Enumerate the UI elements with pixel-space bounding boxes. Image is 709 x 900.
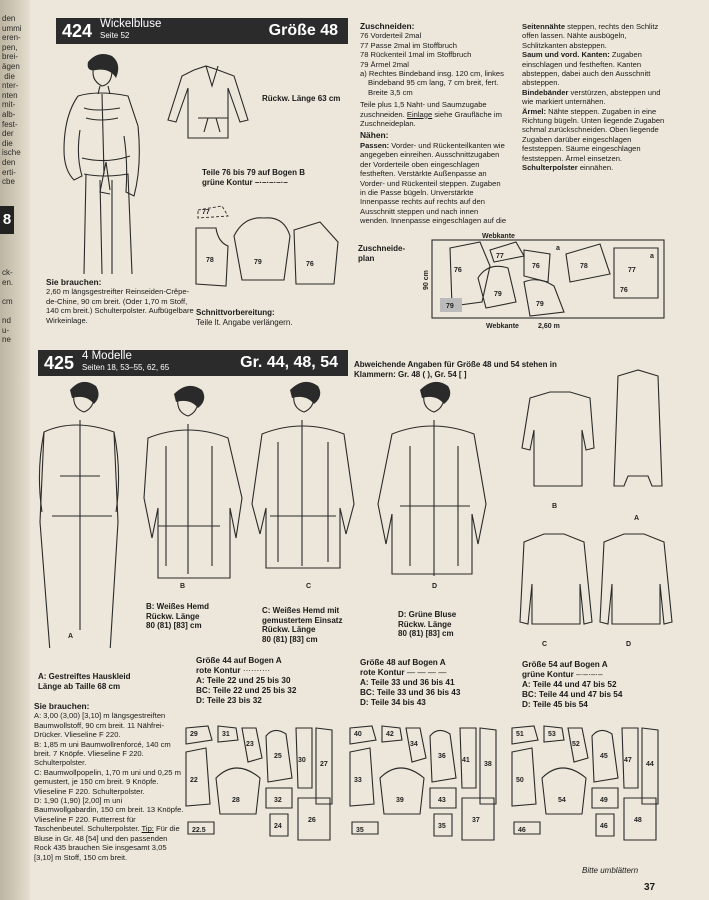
gutter-line: nten <box>2 90 18 100</box>
model-424-flat-sketch <box>164 62 260 142</box>
sewing-step <box>522 22 668 50</box>
sewing-step-text: Nähte steppen. Zugaben in eine Richtung bügeln. Unten liegende Zugaben schmal zurückschneiden. Oben liegende Zugaben darüber eingeschlagen feststeppen. Säume eingeschlagen feststeppen. Ärmel einsetzen. <box>522 106 665 163</box>
plan-piece-label: 77 <box>496 253 504 260</box>
gutter-line: ummi <box>2 23 22 33</box>
caption-model-b <box>146 602 242 631</box>
contour-label: rote Kontur <box>360 668 405 677</box>
gutter-line: die <box>2 71 15 81</box>
pattern-piece <box>216 768 260 814</box>
pattern-piece-label: 38 <box>484 761 492 768</box>
pattern-piece-label: 22.5 <box>192 827 206 834</box>
pattern-piece-label: 23 <box>246 741 254 748</box>
caption-line: Rückw. Länge <box>262 625 316 635</box>
model-424-pattern-pieces <box>194 200 342 296</box>
sewing-step-text: verstürzen, absteppen und wie markiert unternähen. <box>522 87 661 107</box>
size-44-pattern-pieces <box>182 722 342 850</box>
flat-letter-a: A <box>634 515 640 522</box>
sew-body: Vorder- und Rückenteilkanten wie angegeben einreihen. Ausschnittzugaben der Vorderteile oben eingeschlagen festheften. Verstärkte Außenpasse an Vorder- und Rückenteil steppen. Zugaben in die Passe bügeln. Unverstärkte Innenpasse rechts auf rechts auf den Ausschnitt steppen und nach innen wenden. Innenpasse eingeschlagen auf die <box>360 140 507 226</box>
pattern-piece-label: 33 <box>354 777 362 784</box>
gutter-line: eren- <box>2 33 21 43</box>
sheet-note-line: Teile 76 bis 79 auf Bogen B <box>202 168 305 177</box>
plan-piece-label: 76 <box>532 263 540 270</box>
size-54-info <box>522 660 672 710</box>
caption-line: Rückw. Länge <box>398 619 452 629</box>
pattern-piece-label: 45 <box>600 753 608 760</box>
pattern-piece-label: 46 <box>600 823 608 830</box>
plan-selvage: Webkante <box>482 233 515 240</box>
sewing-step-lead: Bindebänder <box>522 87 569 97</box>
gutter-line: en. <box>2 277 14 287</box>
cut-extra-text-2: siehe Graufläche im Zuschneideplan. <box>360 109 502 129</box>
model-size: Gr. 44, 48, 54 <box>240 354 338 371</box>
gutter-marker: 8 <box>0 206 14 234</box>
prep-title: Schnittvorbereitung: <box>196 308 275 317</box>
model-424-prep <box>196 308 346 327</box>
model-pages: Seiten 18, 53–55, 62, 65 <box>82 363 170 372</box>
size-parts-a: A: Teile 44 und 47 bis 52 <box>522 680 617 689</box>
flat-letter-c: C <box>542 641 548 648</box>
size-title: Größe 48 auf Bogen A <box>360 658 446 667</box>
gutter-line <box>2 287 26 297</box>
pattern-piece-label: 47 <box>624 757 632 764</box>
model-424-figure <box>48 48 158 276</box>
figure-a <box>39 382 118 648</box>
caption-line: Rückw. Länge <box>146 611 200 621</box>
needs-title: Sie brauchen: <box>34 702 90 711</box>
pattern-piece-label: 25 <box>274 753 282 760</box>
gutter-line: erti- <box>2 167 16 177</box>
contour-label: grüne Kontur <box>202 177 253 187</box>
pattern-piece-label: 53 <box>548 731 556 738</box>
contour-sample: –·–·–·– <box>576 670 603 679</box>
sewing-step-lead: Seitennähte <box>522 22 566 31</box>
cut-item: 79 Ärmel 2mal <box>360 59 409 69</box>
plan-piece-label: 76 <box>454 267 462 274</box>
sewing-step <box>522 50 668 88</box>
cut-item: 76 Vorderteil 2mal <box>360 31 422 41</box>
gutter-line: die <box>2 138 13 148</box>
caption-line: C: Weißes Hemd mit <box>262 606 340 615</box>
size-contour <box>196 666 346 676</box>
figure-letter-d: D <box>432 583 438 590</box>
model-425-header <box>38 350 348 376</box>
gutter-line: nter- <box>2 81 19 91</box>
page-gutter <box>0 0 30 900</box>
model-424-back-length: Rückw. Länge 63 cm <box>262 94 341 103</box>
piece-label-76: 76 <box>306 261 314 268</box>
model-424-cutting <box>360 22 508 227</box>
gutter-line: mit- <box>2 100 16 110</box>
plan-piece-label: 76 <box>620 287 628 294</box>
gutter-line: u- <box>2 325 10 335</box>
sewing-step-text: Zugaben einschlagen und festheften. Kanten absteppen, dabei auch den Ausschnitt absteppen. <box>522 50 651 88</box>
caption-line: Länge ab Taille 68 cm <box>38 681 121 691</box>
gutter-line: den <box>2 14 16 23</box>
gutter-text-lower <box>2 268 26 345</box>
sew-title: Nähen: <box>360 130 389 141</box>
sheet-note-contour <box>202 178 305 188</box>
pattern-piece-label: 22 <box>190 777 198 784</box>
figure-d <box>378 382 486 576</box>
size-title: Größe 44 auf Bogen A <box>196 656 282 665</box>
needs-model-b: B: 1,85 m uni Baumwollrenforcé, 140 cm breit. 7 Knöpfe. Vlieseline F 220. Schulterpolster. <box>34 739 171 768</box>
pattern-piece <box>542 768 586 814</box>
cut-item: 77 Passe 2mal im Stoffbruch <box>360 40 457 50</box>
contour-sample: — — — — <box>406 668 447 677</box>
contour-sample: ·········· <box>242 666 271 675</box>
model-title: 4 Modelle <box>82 350 132 362</box>
plan-piece-label: 79 <box>446 303 454 310</box>
cut-item: 78 Rückenteil 1mal im Stoffbruch <box>360 50 472 60</box>
piece-label-78: 78 <box>206 257 214 264</box>
needs-model-c: C: Baumwollpopelin, 1,70 m uni und 0,25 m gemustert, je 150 cm breit. 9 Knöpfe. Vlieseline F 220. Schulterpolster. <box>34 767 181 796</box>
plan-width: 2,60 m <box>538 323 560 330</box>
sewing-step-lead: Schulterpolster <box>522 163 578 173</box>
needs-d-text: D: 1,90 (1,90) [2,00] m uni Baumwollgabardin, 150 cm breit. 13 Knöpfe. Vlieseline F 220. Futterrest für Taschenbeutel. Schulterpolster. <box>34 796 184 834</box>
cut-note-a: a) Rechtes Bindeband insg. 120 cm, linkes Bindeband 95 cm lang, 7 cm breit, fert. Breite 3,5 cm <box>360 69 504 97</box>
gutter-line: cm <box>2 296 13 306</box>
model-number: 425 <box>44 353 75 373</box>
model-424-header <box>56 18 348 44</box>
piece-label-79: 79 <box>254 259 262 266</box>
size-parts-bc: BC: Teile 44 und 47 bis 54 <box>522 690 623 699</box>
flat-letter-b: B <box>552 503 558 510</box>
caption-model-a <box>38 672 178 691</box>
pattern-piece-label: 27 <box>320 761 328 768</box>
size-54-pattern-pieces <box>508 722 668 850</box>
size-parts-a: A: Teile 22 und 25 bis 30 <box>196 676 291 685</box>
caption-model-d <box>398 610 494 639</box>
plan-piece-label: 78 <box>580 263 588 270</box>
size-parts-d: D: Teile 45 bis 54 <box>522 700 588 709</box>
model-424-sewing-steps <box>522 22 668 222</box>
gutter-line: fest- <box>2 119 18 129</box>
pattern-piece-label: 50 <box>516 777 524 784</box>
plan-piece-label: a <box>650 253 654 260</box>
plan-title-line-2: plan <box>358 253 375 263</box>
needs-model-a: A: 3,00 (3,00) [3,10] m längsgestreiften Baumwollstoff, 90 cm breit. 11 Nähfrei-Drücker. Vlieseline F 220. <box>34 711 166 740</box>
model-425-needs <box>34 702 184 862</box>
sew-lead: Passen: <box>360 140 390 150</box>
size-parts-bc: BC: Teile 33 und 36 bis 43 <box>360 688 461 697</box>
gutter-line: ägen <box>2 61 20 71</box>
plan-piece-label: 79 <box>494 291 502 298</box>
pattern-piece-label: 48 <box>634 817 642 824</box>
model-number: 424 <box>62 21 93 41</box>
model-424-needs <box>46 278 196 325</box>
caption-line: B: Weißes Hemd <box>146 602 209 611</box>
pattern-piece-label: 46 <box>518 827 526 834</box>
caption-line: 80 (81) [83] cm <box>262 634 318 644</box>
sheet-note <box>202 168 305 187</box>
cut-list <box>360 31 508 69</box>
size-contour <box>360 668 510 678</box>
needs-text: 2,60 m längsgestreifter Reinseiden-Crêpe-de-Chine, 90 cm breit. (Oder 1,70 m Stoff, 140 cm breit.) Schulterpolster. Aufbügelbare Wirkeinlage. <box>46 287 194 325</box>
sewing-step-text: steppen, rechts den Schlitz offen lassen. Nähte ausbügeln, Schlitzkanten absteppen. <box>522 22 659 50</box>
model-425-flat-sketches <box>510 366 680 656</box>
caption-line: A: Gestreiftes Hauskleid <box>38 672 131 681</box>
needs-model-d <box>34 796 184 862</box>
pattern-piece <box>380 768 424 814</box>
size-parts-a: A: Teile 33 und 36 bis 41 <box>360 678 455 687</box>
gutter-line: den <box>2 157 16 167</box>
figure-letter-c: C <box>306 583 312 590</box>
page-number: 37 <box>644 882 656 893</box>
sewing-step <box>522 163 668 172</box>
cut-extra-text: Teile plus 1,5 Naht- und Saumzugabe zuschneiden. <box>360 100 487 119</box>
caption-line: gemustertem Einsatz <box>262 615 343 625</box>
pattern-piece-label: 34 <box>410 741 418 748</box>
figure-b <box>144 386 242 578</box>
pattern-piece-label: 29 <box>190 731 198 738</box>
cut-title: Zuschneiden: <box>360 21 415 31</box>
contour-line-sample: –·–·–·–·– <box>254 177 288 187</box>
gutter-line <box>2 306 26 316</box>
pattern-piece-label: 37 <box>472 817 480 824</box>
pattern-piece-label: 39 <box>396 797 404 804</box>
pattern-piece-label: 35 <box>356 827 364 834</box>
size-parts-d: D: Teile 34 bis 43 <box>360 698 426 707</box>
needs-title: Sie brauchen: <box>46 277 102 287</box>
sewing-step-lead: Ärmel: <box>522 106 547 116</box>
pattern-piece-label: 44 <box>646 761 654 768</box>
sewing-step-lead: Saum und vord. Kanten: <box>522 50 610 60</box>
cut-extra <box>360 100 508 128</box>
pattern-piece-label: 26 <box>308 817 316 824</box>
needs-d-tip: Tip: <box>141 824 154 834</box>
sew-text <box>360 141 508 227</box>
plan-title-line-1: Zuschneide- <box>358 244 406 253</box>
caption-line: D: Grüne Bluse <box>398 610 457 619</box>
plan-piece-label: a <box>556 245 560 252</box>
piece-label-77: 77 <box>202 209 210 216</box>
pattern-piece-label: 49 <box>600 797 608 804</box>
figure-letter-b: B <box>180 583 186 590</box>
pattern-piece-label: 24 <box>274 823 282 830</box>
pattern-piece-label: 52 <box>572 741 580 748</box>
gutter-line: cbe <box>2 177 15 187</box>
cutting-plan-diagram <box>420 228 670 332</box>
pattern-piece-label: 28 <box>232 797 240 804</box>
pattern-piece-label: 54 <box>558 797 566 804</box>
caption-line: 80 (81) [83] cm <box>398 629 454 639</box>
size-48-pattern-pieces <box>346 722 506 850</box>
sewing-step-text: einnähen. <box>577 163 614 173</box>
needs-d-text-2: Für die Bluse in Gr. 48 [54] und den passenden Rock 435 brauchen Sie insgesamt 3,05 [3,10] m Stoff, 150 cm breit. <box>34 824 180 862</box>
gutter-line: nd <box>2 315 11 325</box>
pattern-piece-label: 32 <box>274 797 282 804</box>
plan-piece-label: 77 <box>628 267 636 274</box>
model-pages: Seite 52 <box>100 31 130 40</box>
gutter-line: ck- <box>2 268 13 277</box>
plan-selvage-bottom: Webkante <box>486 323 519 330</box>
model-title: Wickelbluse <box>100 18 162 30</box>
pattern-piece-label: 43 <box>438 797 446 804</box>
pattern-piece-label: 30 <box>298 757 306 764</box>
pattern-piece-label: 31 <box>222 731 230 738</box>
size-parts-bc: BC: Teile 22 und 25 bis 32 <box>196 686 297 695</box>
size-44-info <box>196 656 346 706</box>
gutter-line: ische <box>2 148 21 158</box>
pattern-piece-label: 51 <box>516 731 524 738</box>
pattern-piece-label: 41 <box>462 757 470 764</box>
gutter-text <box>2 14 26 187</box>
figure-c <box>252 382 354 568</box>
flat-letter-d: D <box>626 641 632 648</box>
plan-piece-label: 79 <box>536 301 544 308</box>
cutting-plan-title <box>358 244 405 263</box>
gutter-line: ne <box>2 335 11 345</box>
size-48-info <box>360 658 510 708</box>
size-title: Größe 54 auf Bogen A <box>522 660 608 669</box>
sewing-step <box>522 88 668 107</box>
model-425-size-note: Abweichende Angaben für Größe 48 und 54 stehen in Klammern: Gr. 48 ( ), Gr. 54 [ ] <box>354 360 557 379</box>
sewing-step <box>522 107 668 163</box>
caption-model-c <box>262 606 362 644</box>
cut-extra-interfacing: Einlage <box>406 109 433 119</box>
caption-line: 80 (81) [83] cm <box>146 621 202 631</box>
pattern-piece-label: 40 <box>354 731 362 738</box>
gutter-line: der <box>2 129 14 139</box>
contour-label: rote Kontur <box>196 666 241 675</box>
pattern-piece-label: 35 <box>438 823 446 830</box>
contour-label: grüne Kontur <box>522 670 574 679</box>
size-parts-d: D: Teile 23 bis 32 <box>196 696 262 705</box>
model-size: Größe 48 <box>268 22 338 39</box>
plan-height: 90 cm <box>423 270 430 290</box>
turn-page-note: Bitte umblättern <box>582 866 639 875</box>
size-contour <box>522 670 672 680</box>
figure-letter-a: A <box>68 633 74 640</box>
pattern-piece-label: 42 <box>386 731 394 738</box>
prep-text: Teile lt. Angabe verlängern. <box>196 317 293 327</box>
gutter-line: brei- <box>2 52 19 62</box>
pattern-piece-label: 36 <box>438 753 446 760</box>
gutter-line: alb- <box>2 109 16 119</box>
gutter-line: pen, <box>2 42 18 52</box>
